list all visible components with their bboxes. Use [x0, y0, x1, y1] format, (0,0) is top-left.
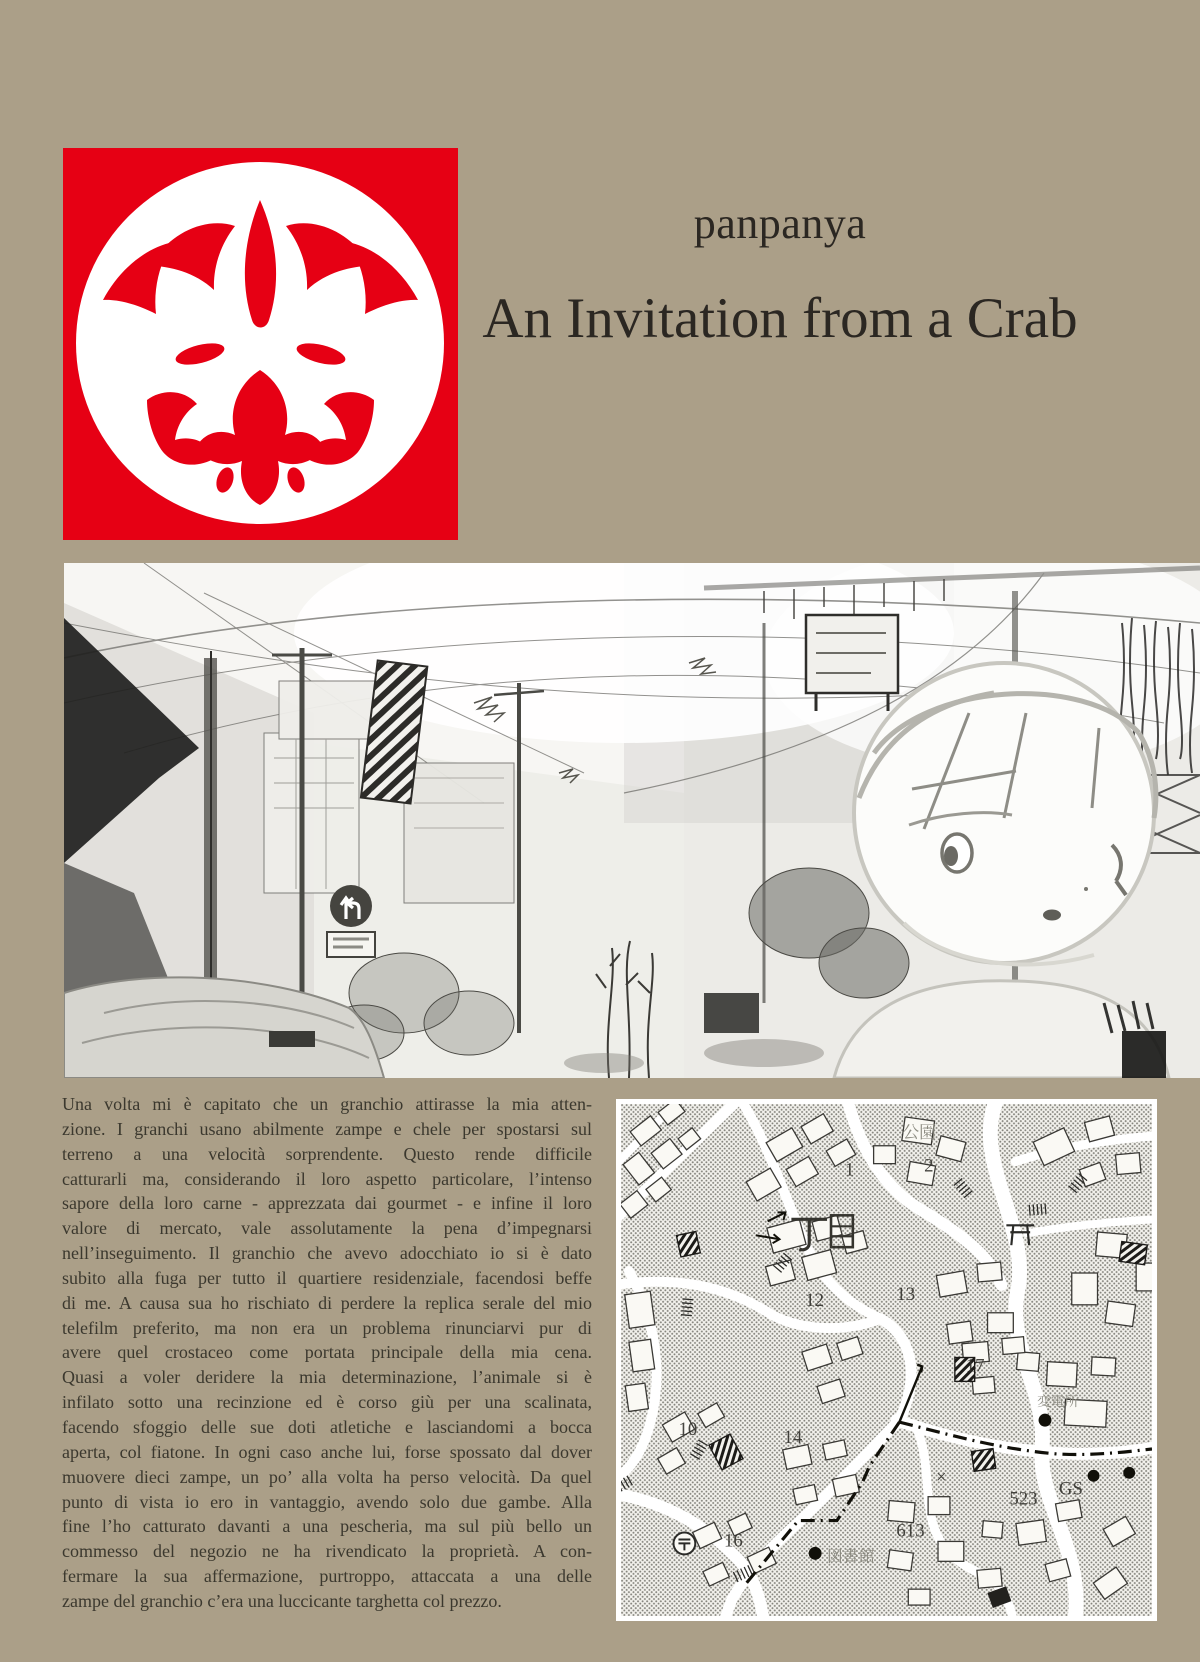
neighbourhood-map	[616, 1099, 1157, 1621]
map-label-gs: GS	[1058, 1478, 1083, 1500]
story-line: fermare la sua affermazione, purtroppo, attaccata a una delle	[62, 1566, 592, 1587]
story-line: infilato sotto una recinzione ed è corso giù per una scalinata,	[62, 1392, 592, 1413]
story-line: terreno a una velocità sorprendente. Questo rende difficile	[62, 1143, 592, 1164]
story-line: fine l’ho catturato davanti a una pescheria, ma sul più bello un	[62, 1516, 592, 1537]
city-map	[621, 1104, 1152, 1616]
map-label-park: 公園	[902, 1121, 937, 1142]
story-line: di me. A causa sua ho rischiato di perdere la replica serale del mio	[62, 1292, 592, 1313]
mouth	[1043, 910, 1061, 921]
map-label-13: 13	[896, 1283, 916, 1305]
story-line: Quasi a voler deridere la mia determinazione, l’animale si è	[62, 1367, 592, 1388]
story-line: zione. I granchi usano abilmente zampe e chele per spostarsi sul	[62, 1118, 592, 1139]
street-sketch	[64, 563, 1200, 1078]
story-line: punto di vista io ero in vantaggio, avendo solo due gambe. Alla	[62, 1491, 592, 1512]
story-line: Una volta mi è capitato che un granchio attirasse la mia atten-	[62, 1094, 592, 1114]
book-title: An Invitation from a Crab	[482, 287, 1078, 350]
cover-illustration	[64, 563, 1200, 1078]
story-line: sapore della loro carne - apprezzata dai gourmet - e infine il loro	[62, 1193, 592, 1214]
map-label-14: 14	[783, 1426, 803, 1449]
map-label-613: 613	[896, 1520, 925, 1542]
story-line: muovere dieci zampe, un po’ alla volta ha perso velocità. Da quel	[62, 1466, 592, 1487]
story-line: facendo sfoggio delle sue doti atletiche e lasciandomi a bocca	[62, 1416, 592, 1437]
post-office-icon	[674, 1532, 696, 1554]
map-label-substation: 変電所	[1037, 1394, 1079, 1411]
story-line: telefilm preferito, ma non era un problema rinunciarvi pur di	[62, 1317, 592, 1338]
story-line: zampe del granchio c’era una luccicante targhetta col prezzo.	[62, 1590, 502, 1611]
story-paragraph	[62, 1092, 592, 1614]
map-label-17: 17	[965, 1355, 985, 1377]
author-name: panpanya	[693, 199, 867, 248]
story-line: valore di mercato, vale assolutamente la pena d’impegnarsi	[62, 1218, 592, 1239]
map-label-cross: ×	[936, 1466, 947, 1488]
map-label-library: 図書館	[827, 1546, 875, 1566]
map-label-1: 1	[844, 1159, 855, 1181]
publisher-crab-emblem	[63, 148, 458, 540]
story-line: aperta, col fiatone. In ogni caso anche lui, forse spossato dal dover	[62, 1441, 592, 1462]
story-line: subito alla fuga per tutto il quartiere residenziale, facendosi beffe	[62, 1267, 592, 1288]
story-line: nell’inseguimento. Il granchio che avevo adocchiato io si è dato	[62, 1243, 592, 1264]
map-label-2: 2	[924, 1155, 934, 1177]
map-label-12: 12	[805, 1289, 825, 1311]
story-line: avere quel crostaceo come portata principale della mia cena.	[62, 1342, 592, 1363]
character-head	[854, 663, 1156, 965]
crab-emblem-icon	[63, 148, 458, 540]
story-line: commesso del negozio ne ha rivendicato la proprietà. A con-	[62, 1541, 592, 1562]
map-label-16: 16	[724, 1530, 743, 1552]
map-label-10: 10	[678, 1419, 698, 1441]
story-line: catturarli ma, considerando il loro aspetto particolare, l’intenso	[62, 1168, 592, 1189]
map-label-523: 523	[1009, 1488, 1038, 1510]
left-pupil	[944, 846, 958, 866]
